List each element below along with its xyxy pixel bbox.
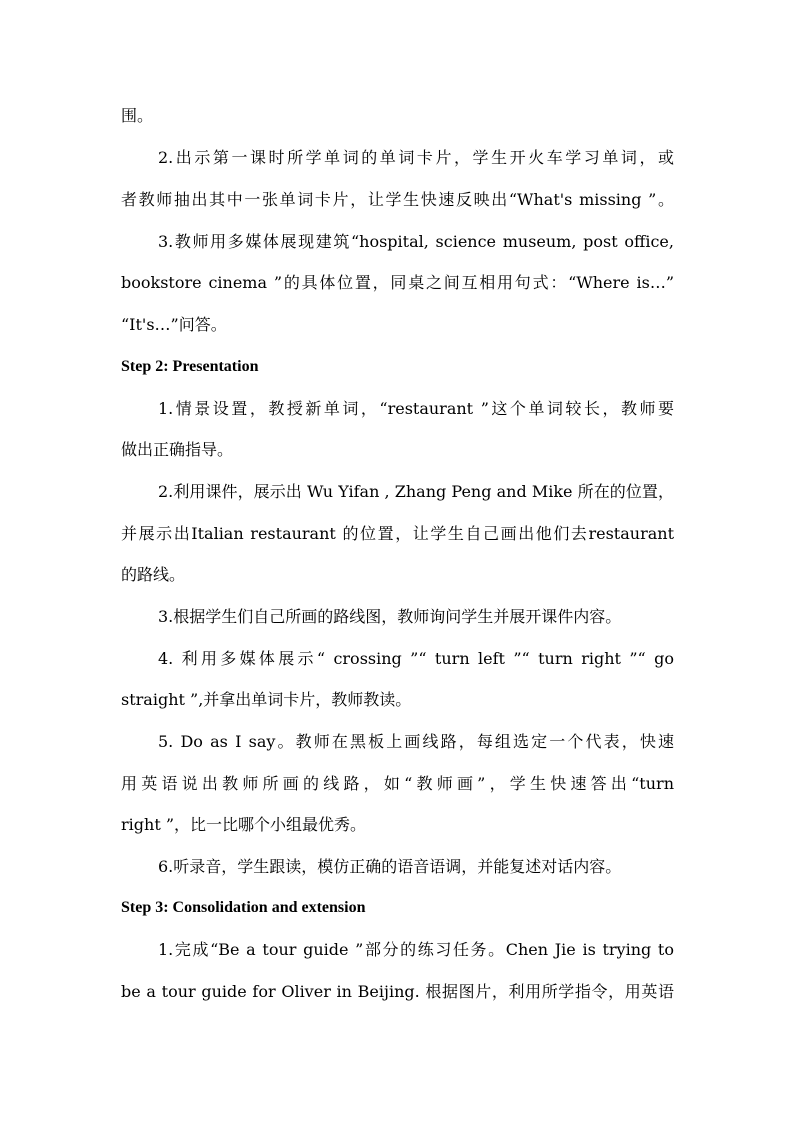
section-heading: Step 2: Presentation (121, 358, 259, 375)
text-line: 4. 利用多媒体展示“ crossing ”“ turn left ”“ turn right ”“ go (158, 649, 674, 668)
text-line: 者教师抽出其中一张单词卡片，让学生快速反映出“What's missing ”。 (121, 190, 674, 209)
text-line: 3.教师用多媒体展现建筑“hospital, science museum, post office, (158, 232, 674, 251)
text-line: 用英语说出教师所画的线路，如“教师画”，学生快速答出“turn (121, 774, 674, 793)
text-line: 的路线。 (121, 565, 186, 584)
text-line: right ”，比一比哪个小组最优秀。 (121, 815, 367, 834)
text-line: 围。 (121, 106, 154, 125)
text-line: 1.情景设置，教授新单词，“restaurant ”这个单词较长，教师要 (158, 399, 674, 418)
text-line: 2.出示第一课时所学单词的单词卡片，学生开火车学习单词，或 (158, 148, 674, 167)
text-line: 5. Do as I say。教师在黑板上画线路，每组选定一个代表，快速 (158, 732, 674, 751)
text-line: 2.利用课件，展示出 Wu Yifan , Zhang Peng and Mike 所在的位置， (158, 482, 674, 501)
section-heading: Step 3: Consolidation and extension (121, 899, 366, 916)
text-line: be a tour guide for Oliver in Beijing. 根据图片，利用所学指令，用英语 (121, 982, 674, 1001)
text-line: 并展示出Italian restaurant 的位置，让学生自己画出他们去restaurant (121, 524, 674, 543)
text-line: 6.听录音，学生跟读，模仿正确的语音语调，并能复述对话内容。 (158, 857, 622, 876)
text-line: 1.完成“Be a tour guide ”部分的练习任务。Chen Jie is trying to (158, 940, 674, 959)
text-line: bookstore cinema ”的具体位置，同桌之间互相用句式：“Where is…” (121, 273, 674, 292)
text-line: straight ”,并拿出单词卡片，教师教读。 (121, 690, 412, 709)
text-line: 做出正确指导。 (121, 440, 234, 459)
text-line: 3.根据学生们自己所画的路线图，教师询问学生并展开课件内容。 (158, 607, 622, 626)
text-line: “It's…”问答。 (121, 315, 227, 334)
